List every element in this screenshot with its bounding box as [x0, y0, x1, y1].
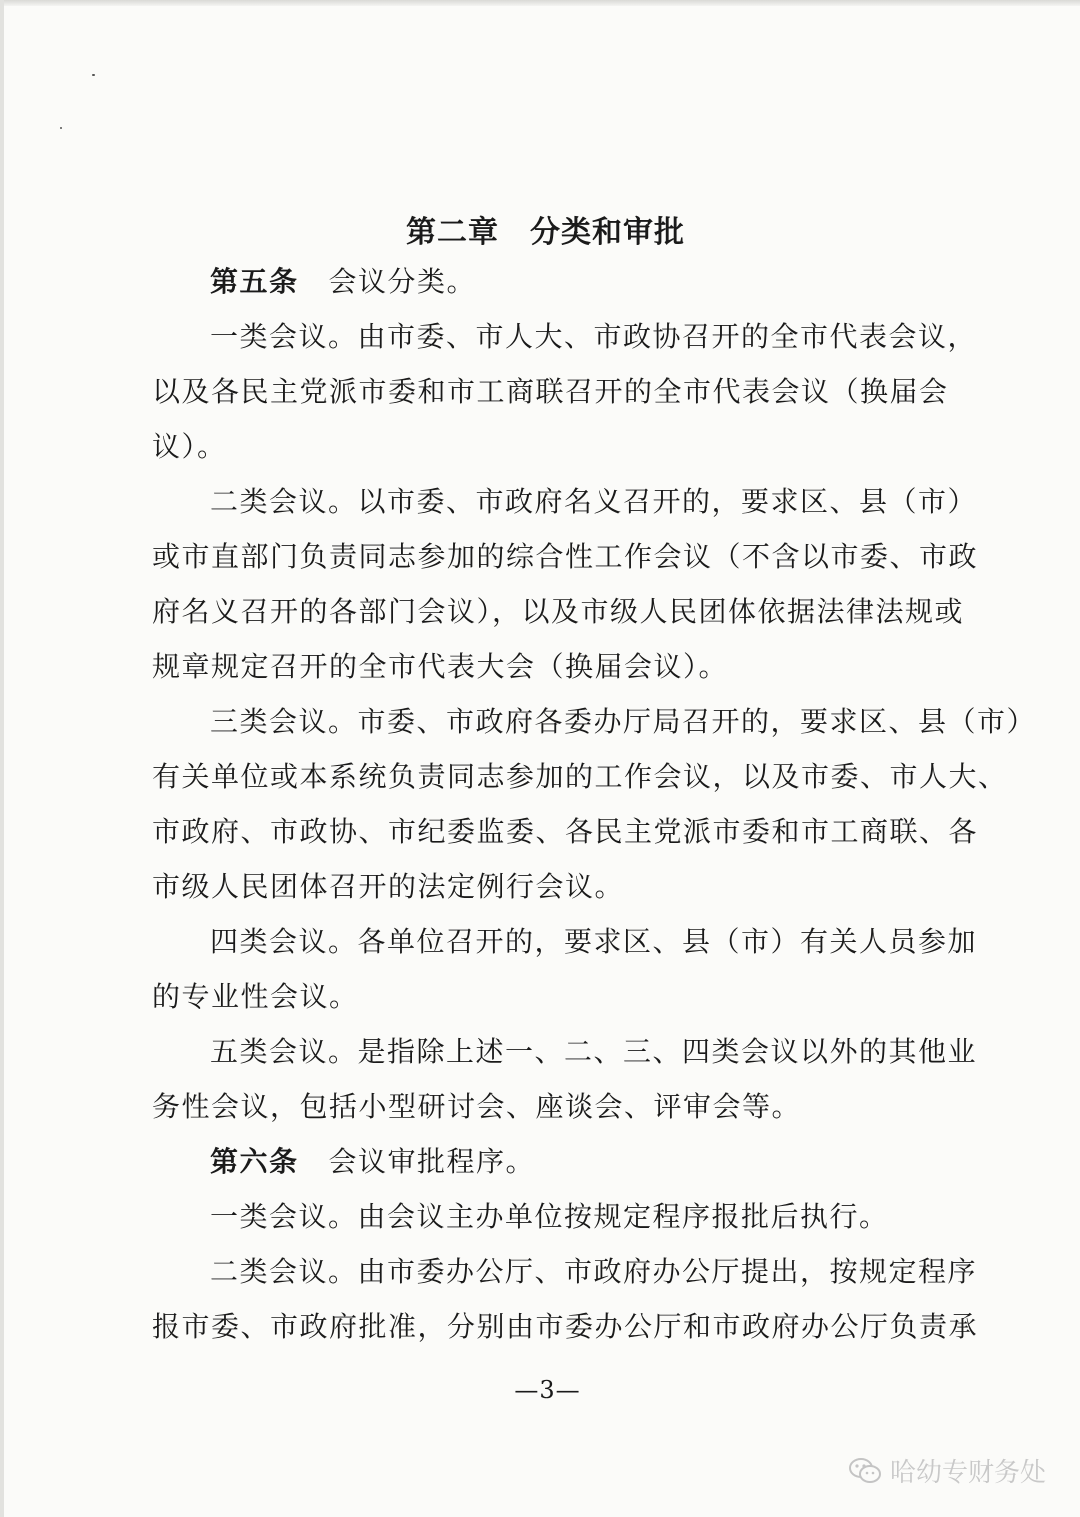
article-heading	[210, 265, 947, 299]
scan-speck	[60, 127, 62, 129]
paragraph-line: 市级人民团体召开的法定例行会议。	[152, 870, 625, 903]
paragraph-line: 四类会议。各单位召开的，要求区、县（市）有关人员参加	[210, 925, 978, 958]
scan-edge-top	[0, 0, 1080, 6]
paragraph-line: 三类会议。市委、市政府各委办厅局召开的，要求区、县（市）	[210, 705, 1037, 738]
article-label: 第五条	[210, 265, 299, 298]
paragraph-line: 的专业性会议。	[152, 980, 359, 1013]
paragraph-line: 市政府、市政协、市纪委监委、各民主党派市委和市工商联、各	[152, 815, 979, 848]
scan-speck	[92, 74, 95, 76]
paragraph-line: 二类会议。由市委办公厅、市政府办公厅提出，按规定程序	[210, 1255, 978, 1288]
article-label: 第六条	[210, 1145, 299, 1178]
article-title: 会议审批程序。	[328, 1145, 536, 1178]
paragraph-line: 府名义召开的各部门会议），以及市级人民团体依据法律法规或	[152, 595, 965, 628]
watermark	[848, 1452, 1046, 1489]
paragraph-line: 以及各民主党派市委和市工商联召开的全市代表会议（换届会	[152, 375, 949, 408]
article-title: 会议分类。	[328, 265, 477, 298]
wechat-icon	[848, 1456, 882, 1486]
paragraph-line: 五类会议。是指除上述一、二、三、四类会议以外的其他业	[210, 1035, 978, 1068]
paragraph-line: 或市直部门负责同志参加的综合性工作会议（不含以市委、市政	[152, 540, 979, 573]
article-heading	[210, 1145, 947, 1179]
paragraph-line: 务性会议，包括小型研讨会、座谈会、评审会等。	[152, 1090, 802, 1123]
paragraph-line: 报市委、市政府批准，分别由市委办公厅和市政府办公厅负责承	[152, 1310, 979, 1343]
paragraph-line: 一类会议。由市委、市人大、市政协召开的全市代表会议，	[210, 320, 978, 353]
watermark-text: 哈幼专财务处	[889, 1458, 1046, 1488]
paragraph-line: 一类会议。由会议主办单位按规定程序报批后执行。	[210, 1200, 889, 1233]
chapter-title: 第二章 分类和审批	[406, 215, 685, 250]
paragraph-line: 有关单位或本系统负责同志参加的工作会议，以及市委、市人大、	[152, 760, 1008, 793]
paragraph-line: 规章规定召开的全市代表大会（换届会议）。	[152, 650, 729, 683]
page-number: —3—	[514, 1376, 581, 1404]
paragraph-line: 议）。	[152, 430, 227, 463]
paragraph-line: 二类会议。以市委、市政府名义召开的，要求区、县（市）	[210, 485, 978, 518]
